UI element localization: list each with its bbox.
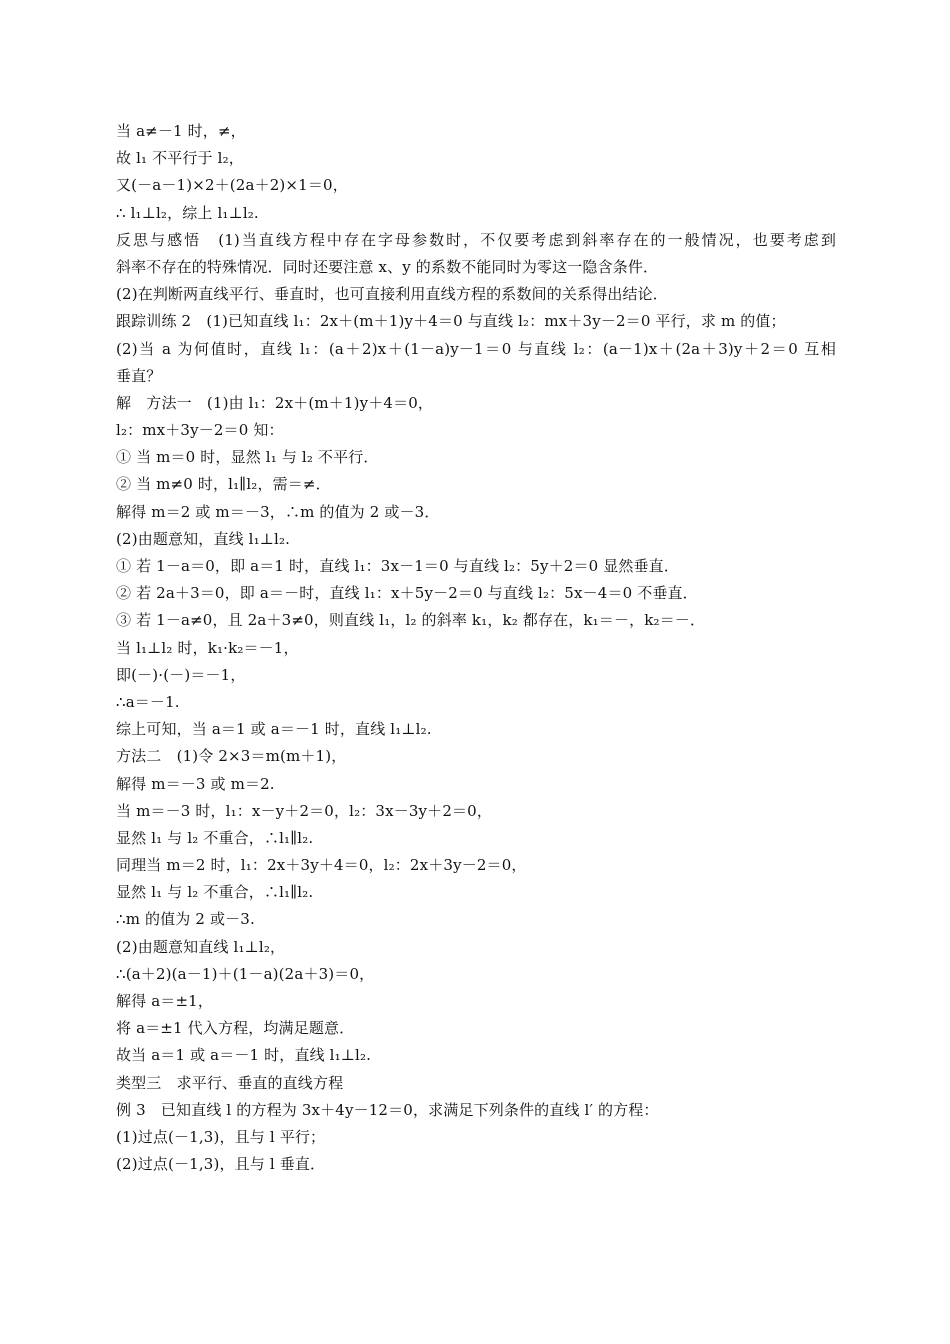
text-line: 将 a＝±1 代入方程，均满足题意． — [116, 1019, 355, 1038]
text-line: l₂：mx＋3y－2＝0 知： — [116, 421, 284, 440]
text-line: (2)当 a 为何值时，直线 l₁：(a＋2)x＋(1－a)y－1＝0 与直线 l₂：(a－1)x＋(2a＋3)y＋2＝0 互相 — [116, 339, 836, 358]
text-line: 例 3 已知直线 l 的方程为 3x＋4y－12＝0，求满足下列条件的直线 l′ 的方程： — [116, 1100, 659, 1119]
text-line: 显然 l₁ 与 l₂ 不重合，∴l₁∥l₂. — [116, 883, 314, 902]
text-line: 当 m＝－3 时，l₁：x－y＋2＝0，l₂：3x－3y＋2＝0， — [116, 801, 493, 820]
text-line: 斜率不存在的特殊情况．同时还要注意 x、y 的系数不能同时为零这一隐含条件． — [116, 257, 659, 276]
text-line: 解得 m＝2 或 m＝－3，∴m 的值为 2 或－3． — [116, 502, 440, 521]
text-line: 反思与感悟 (1)当直线方程中存在字母参数时，不仅要考虑到斜率存在的一般情况，也要考虑到 — [116, 230, 836, 249]
text-line: 故当 a＝1 或 a＝－1 时，直线 l₁⊥l₂. — [116, 1046, 372, 1065]
text-line: 当 a≠－1 时，≠， — [116, 122, 246, 140]
text-line: ② 当 m≠0 时，l₁∥l₂，需＝≠． — [116, 475, 331, 494]
text-line: 显然 l₁ 与 l₂ 不重合，∴l₁∥l₂. — [116, 828, 314, 847]
text-line: 解得 m＝－3 或 m＝2. — [116, 774, 275, 793]
text-line: ① 若 1－a＝0，即 a＝1 时，直线 l₁：3x－1＝0 与直线 l₂：5y＋2＝0 显然垂直． — [116, 557, 679, 575]
text-line: 垂直？ — [116, 366, 162, 385]
text-line: (1)过点(－1,3)，且与 l 平行； — [116, 1127, 326, 1146]
text-line: 同理当 m＝2 时，l₁：2x＋3y＋4＝0，l₂：2x＋3y－2＝0， — [116, 856, 527, 875]
text-line: ① 当 m＝0 时，显然 l₁ 与 l₂ 不平行． — [116, 448, 379, 467]
text-line: 解 方法一 (1)由 l₁：2x＋(m＋1)y＋4＝0， — [116, 393, 434, 412]
text-line: ∴m 的值为 2 或－3. — [116, 910, 255, 929]
text-line: (2)由题意知直线 l₁⊥l₂， — [116, 937, 286, 956]
text-line: (2)由题意知，直线 l₁⊥l₂. — [116, 529, 291, 548]
text-line: 当 l₁⊥l₂ 时，k₁·k₂＝－1， — [116, 638, 299, 657]
text-line: 方法二 (1)令 2×3＝m(m＋1)， — [116, 747, 347, 766]
text-line: ② 若 2a＋3＝0，即 a＝－时，直线 l₁：x＋5y－2＝0 与直线 l₂：5x－4＝0 不垂直． — [116, 584, 698, 603]
text-line: ∴ l₁⊥l₂，综上 l₁⊥l₂. — [116, 203, 259, 222]
text-line: 综上可知，当 a＝1 或 a＝－1 时，直线 l₁⊥l₂. — [116, 720, 432, 739]
text-line: (2)在判断两直线平行、垂直时，也可直接利用直线方程的系数间的关系得出结论． — [116, 285, 668, 304]
text-line: ③ 若 1－a≠0，且 2a＋3≠0，则直线 l₁，l₂ 的斜率 k₁，k₂ 都存在，k₁＝－，k₂＝－． — [116, 611, 706, 630]
text-line: ∴(a＋2)(a－1)＋(1－a)(2a＋3)＝0， — [116, 964, 375, 983]
text-line: 又(－a－1)×2＋(2a＋2)×1＝0， — [116, 176, 348, 195]
text-line: 即(－)·(－)＝－1， — [116, 665, 246, 684]
text-line: 跟踪训练 2 (1)已知直线 l₁：2x＋(m＋1)y＋4＝0 与直线 l₂：mx＋3y－2＝0 平行，求 m 的值； — [116, 312, 786, 331]
text-line: (2)过点(－1,3)，且与 l 垂直． — [116, 1155, 326, 1174]
text-line: ∴a＝－1. — [116, 692, 180, 711]
document-body — [116, 118, 836, 1178]
text-line: 解得 a＝±1， — [116, 992, 214, 1010]
section-heading: 类型三 求平行、垂直的直线方程 — [116, 1073, 344, 1092]
text-line: 故 l₁ 不平行于 l₂， — [116, 149, 244, 168]
